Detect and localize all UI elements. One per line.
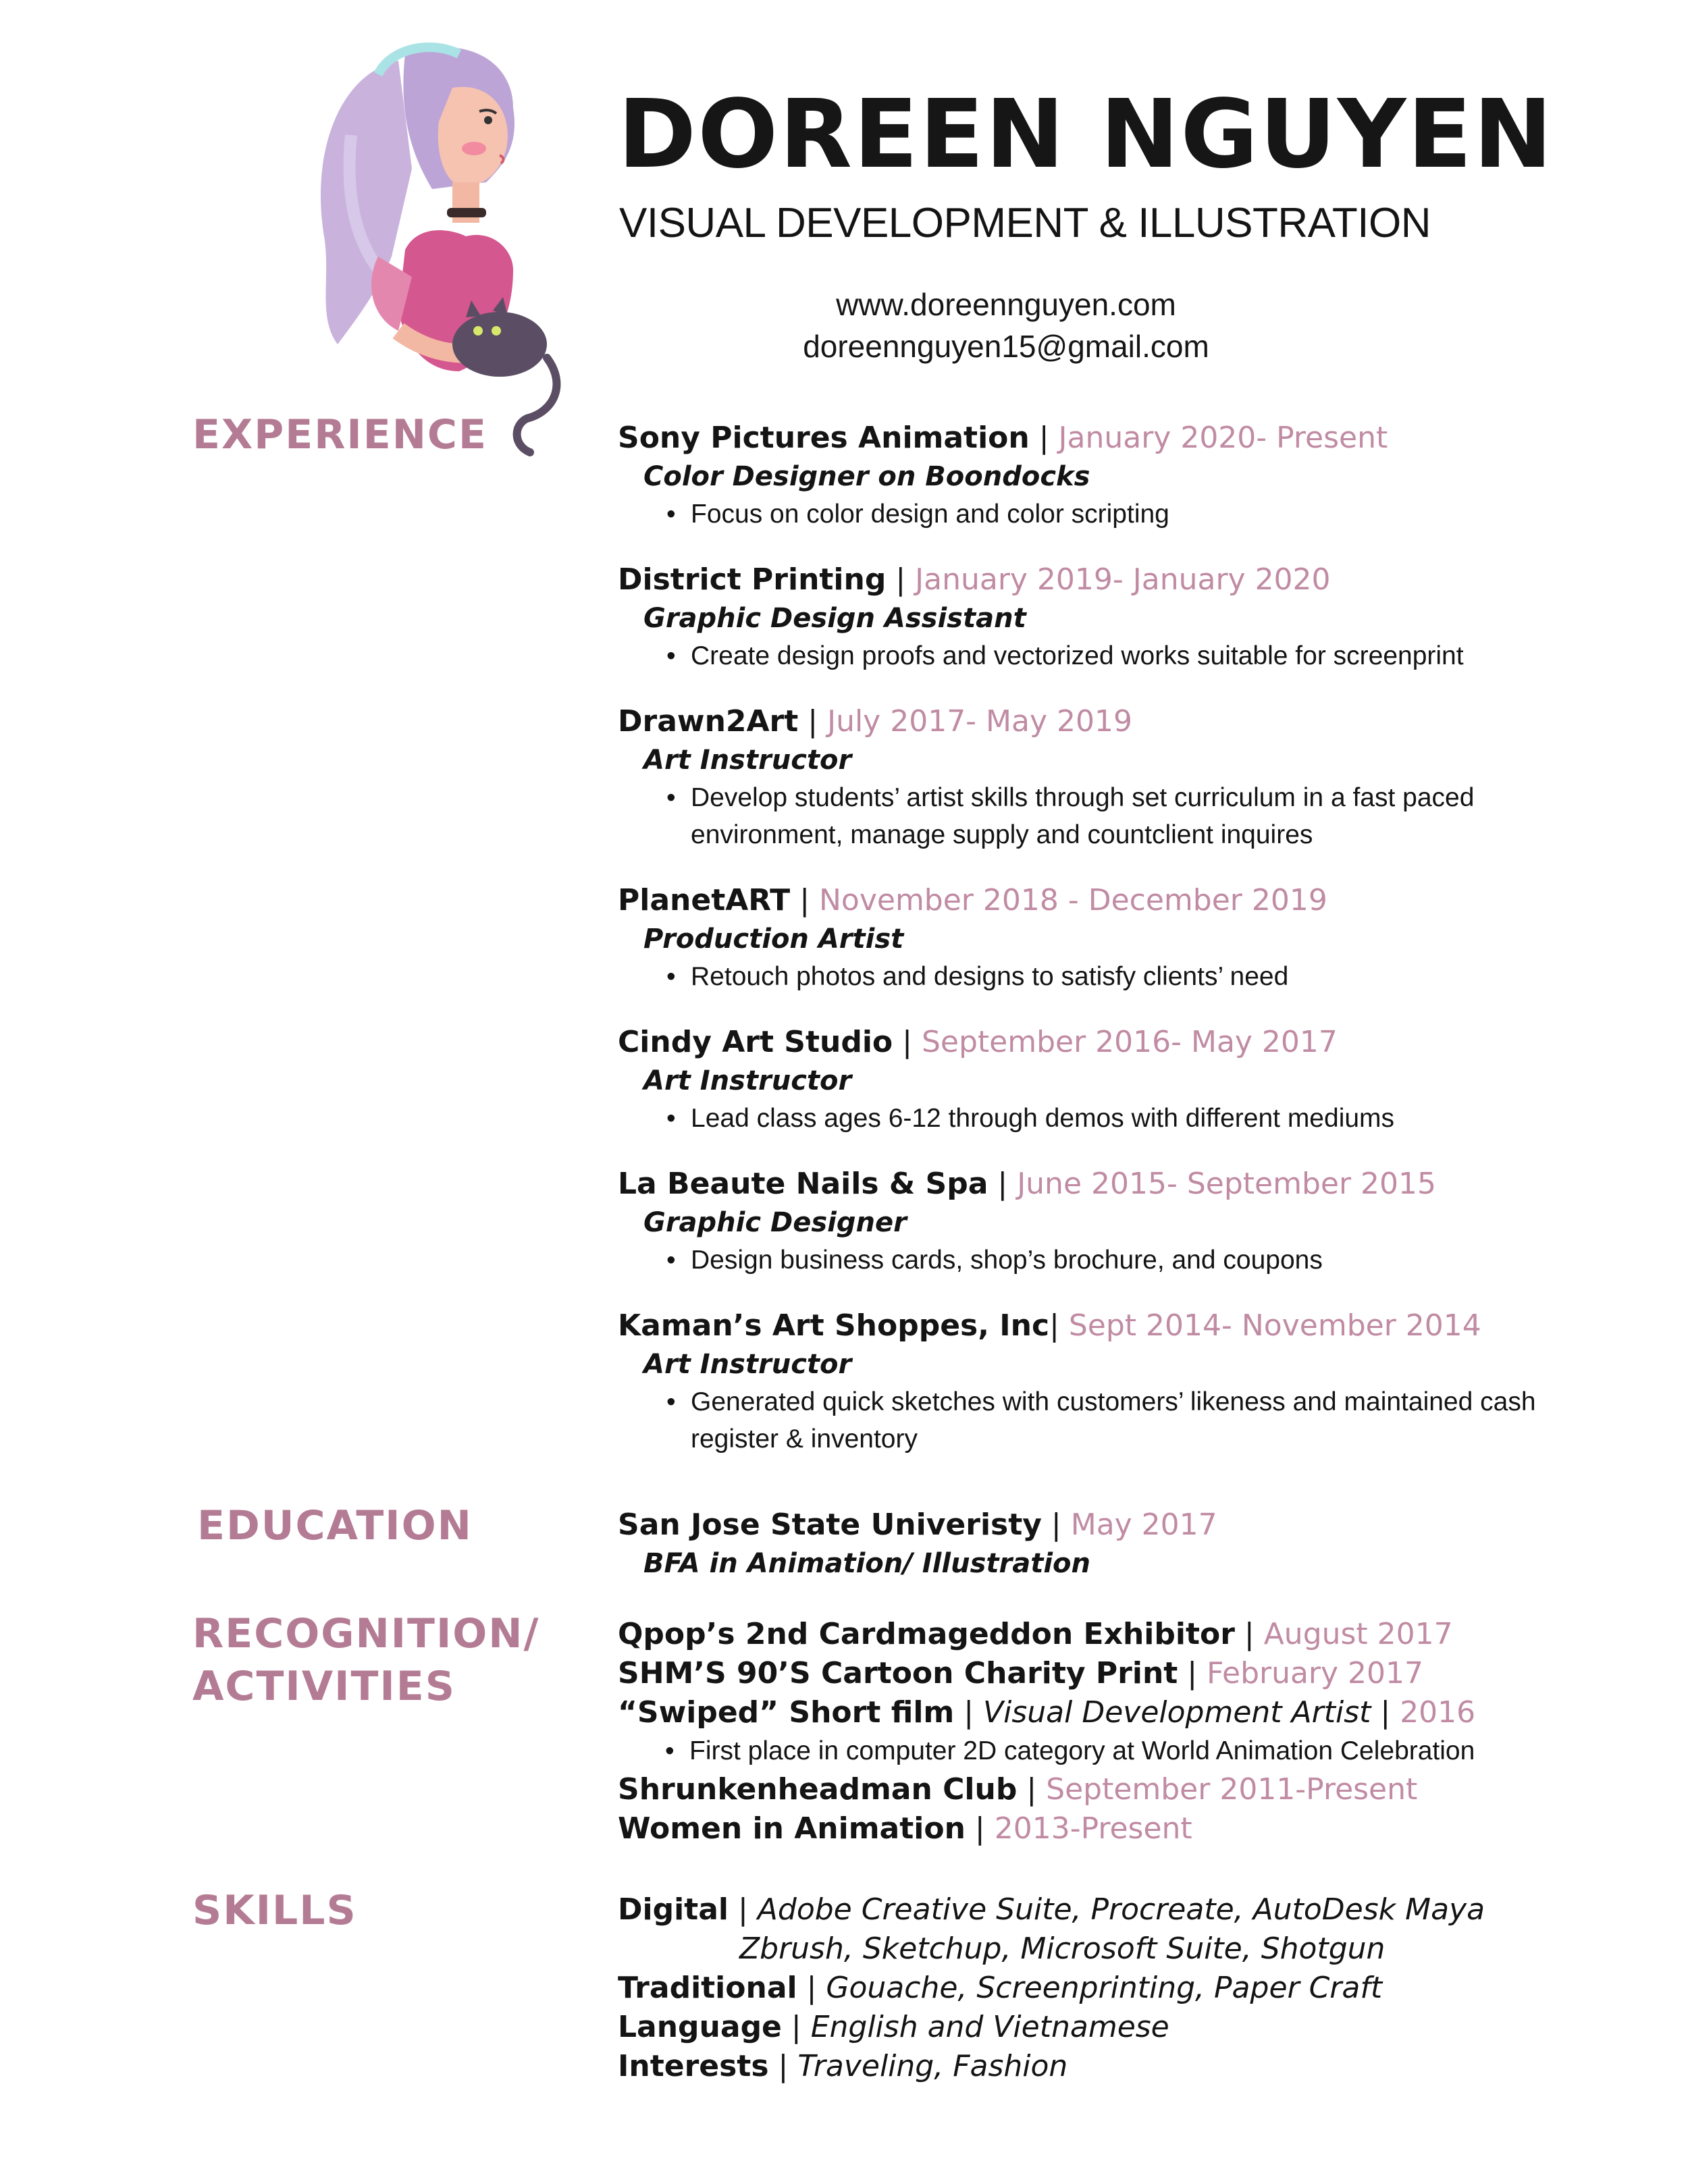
employer: La Beaute Nails & Spa bbox=[618, 1167, 988, 1201]
bullet-item: • Generated quick sketches with customers’ likeness and maintained cash register & inventory bbox=[666, 1387, 1536, 1454]
recognition-list bbox=[618, 1615, 1577, 1848]
experience-entry bbox=[618, 702, 1577, 853]
section-heading-skills: SKILLS bbox=[192, 1887, 357, 1934]
date-range: January 2019- January 2020 bbox=[915, 562, 1331, 597]
skill-language: Language | English and Vietnamese bbox=[618, 2010, 1169, 2044]
experience-entry bbox=[618, 1165, 1577, 1279]
recognition-item: Shrunkenheadman Club | September 2011-Present bbox=[618, 1772, 1418, 1807]
separator: | bbox=[886, 562, 916, 597]
separator: | bbox=[893, 1025, 922, 1059]
separator: | bbox=[798, 704, 828, 739]
skill-interests: Interests | Traveling, Fashion bbox=[618, 2049, 1068, 2083]
experience-header bbox=[618, 1306, 1577, 1346]
date-range: Sept 2014- November 2014 bbox=[1068, 1308, 1481, 1343]
bullet-item: • First place in computer 2D category at World Animation Celebration bbox=[665, 1736, 1475, 1765]
experience-entry bbox=[618, 1023, 1577, 1137]
employer: Sony Pictures Animation bbox=[618, 421, 1030, 455]
job-role: Graphic Design Assistant bbox=[643, 603, 1026, 634]
experience-header bbox=[618, 1165, 1577, 1204]
job-role: Art Instructor bbox=[643, 745, 852, 776]
graduation-date: May 2017 bbox=[1070, 1508, 1217, 1542]
job-role: Art Instructor bbox=[643, 1065, 852, 1096]
job-role: Color Designer on Boondocks bbox=[643, 461, 1090, 492]
experience-entry bbox=[618, 419, 1577, 533]
job-role: Graphic Designer bbox=[643, 1207, 907, 1238]
experience-header bbox=[618, 881, 1577, 920]
section-heading-recognition-line2: ACTIVITIES bbox=[192, 1663, 456, 1710]
employer: Cindy Art Studio bbox=[618, 1025, 893, 1059]
separator: | bbox=[1029, 421, 1059, 455]
date-range: November 2018 - December 2019 bbox=[819, 883, 1327, 917]
bullet-item: • Design business cards, shop’s brochure, and coupons bbox=[666, 1246, 1323, 1275]
education-entry bbox=[618, 1506, 1577, 1582]
separator: | bbox=[988, 1167, 1018, 1201]
email-link[interactable]: doreennguyen15@gmail.com bbox=[803, 329, 1209, 364]
date-range: July 2017- May 2019 bbox=[827, 704, 1132, 739]
section-heading-education: EDUCATION bbox=[197, 1502, 473, 1549]
experience-entry bbox=[618, 560, 1577, 674]
website-link[interactable]: www.doreennguyen.com bbox=[836, 287, 1176, 322]
school: San Jose State Univeristy bbox=[618, 1508, 1042, 1542]
experience-header bbox=[618, 1023, 1577, 1062]
employer: Kaman’s Art Shoppes, Inc bbox=[618, 1308, 1050, 1343]
bullet-item: • Create design proofs and vectorized works suitable for screenprint bbox=[666, 641, 1464, 670]
bullet-item: • Develop students’ artist skills through set curriculum in a fast paced environment, manage supply and countclient inquires bbox=[666, 783, 1475, 849]
job-role: Production Artist bbox=[643, 924, 904, 955]
bullet-item: • Retouch photos and designs to satisfy clients’ need bbox=[666, 962, 1289, 991]
job-title: VISUAL DEVELOPMENT & ILLUSTRATION bbox=[619, 200, 1431, 246]
skills-list bbox=[618, 1890, 1577, 2086]
bullet-item: • Lead class ages 6-12 through demos with different mediums bbox=[666, 1104, 1395, 1133]
applicant-name: DOREEN NGUYEN bbox=[618, 80, 1554, 190]
education-header bbox=[618, 1506, 1577, 1545]
employer: Drawn2Art bbox=[618, 704, 799, 739]
employer: PlanetART bbox=[618, 883, 791, 917]
experience-header bbox=[618, 560, 1577, 600]
experience-entry bbox=[618, 881, 1577, 995]
skill-digital-continued: Zbrush, Sketchup, Microsoft Suite, Shotgun bbox=[739, 1932, 1386, 1966]
job-role: Art Instructor bbox=[643, 1349, 852, 1380]
separator: | bbox=[1041, 1508, 1071, 1542]
recognition-item: Women in Animation | 2013-Present bbox=[618, 1811, 1192, 1846]
experience-header bbox=[618, 419, 1577, 458]
experience-header bbox=[618, 702, 1577, 741]
degree: BFA in Animation/ Illustration bbox=[643, 1548, 1091, 1579]
self-portrait-illustration-icon bbox=[297, 34, 581, 473]
date-range: June 2015- September 2015 bbox=[1017, 1167, 1436, 1201]
separator: | bbox=[1049, 1308, 1069, 1343]
recognition-item: Qpop’s 2nd Cardmageddon Exhibitor | August 2017 bbox=[618, 1617, 1453, 1651]
recognition-item: “Swiped” Short film | Visual Development Artist | 2016 bbox=[618, 1695, 1476, 1730]
date-range: September 2016- May 2017 bbox=[921, 1025, 1338, 1059]
experience-entry bbox=[618, 1306, 1577, 1458]
section-heading-recognition-line1: RECOGNITION/ bbox=[192, 1610, 540, 1657]
bullet-item: • Focus on color design and color scripting bbox=[666, 500, 1169, 529]
skill-traditional: Traditional | Gouache, Screenprinting, Paper Craft bbox=[618, 1971, 1383, 2005]
date-range: January 2020- Present bbox=[1058, 421, 1388, 455]
skill-digital: Digital | Adobe Creative Suite, Procreate, AutoDesk Maya bbox=[618, 1892, 1485, 1927]
employer: District Printing bbox=[618, 562, 887, 597]
separator: | bbox=[790, 883, 819, 917]
section-heading-experience: EXPERIENCE bbox=[192, 411, 487, 458]
recognition-item: SHM’S 90’S Cartoon Charity Print | February 2017 bbox=[618, 1656, 1424, 1690]
